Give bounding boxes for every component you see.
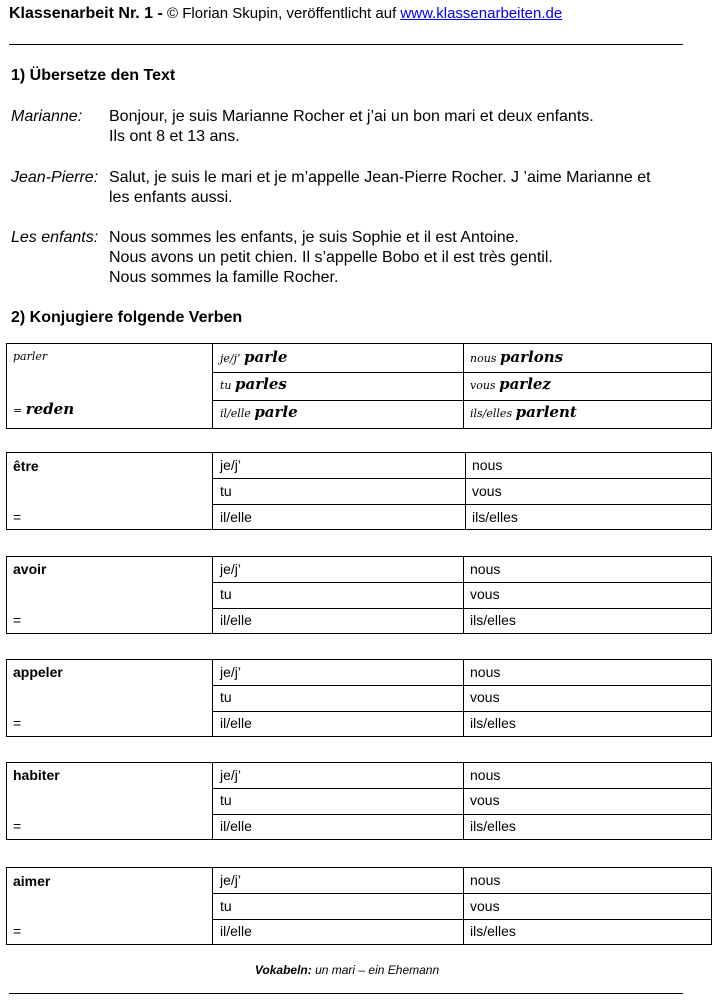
pronoun-vous: vous — [470, 898, 500, 914]
copyright-text: © Florian Skupin, veröffentlicht auf — [167, 5, 397, 22]
exam-title: Klassenarbeit Nr. 1 - — [9, 5, 163, 22]
section1-heading: 1) Übersetze den Text — [11, 67, 176, 84]
row-divider — [212, 372, 711, 373]
verb-meaning-blank: = — [13, 923, 22, 939]
verb-meaning-blank: = — [13, 612, 22, 628]
speaker-jean-pierre: Jean-Pierre: — [11, 169, 99, 186]
dialog-line: Nous sommes la famille Rocher. — [109, 269, 339, 286]
header-rule — [9, 44, 683, 45]
row-divider — [212, 711, 711, 712]
pronoun-ils: ils/elles — [470, 923, 516, 939]
speaker-les-enfants: Les enfants: — [11, 229, 99, 246]
verb-infinitive: parler — [13, 350, 48, 363]
pronoun-je: je/j’ — [220, 767, 242, 783]
pronoun-vous: vous — [472, 483, 502, 499]
pronoun-tu: tu — [220, 898, 232, 914]
dialog-line: Salut, je suis le mari et je m’appelle Jean-Pierre Rocher. J ’aime Marianne et — [109, 169, 651, 186]
vocabulary-text: un mari – ein Ehemann — [315, 963, 440, 977]
verb-meaning-blank: = — [13, 715, 22, 731]
pronoun-il: il/elle — [220, 818, 252, 834]
dialog-line: Nous sommes les enfants, je suis Sophie et il est Antoine. — [109, 229, 519, 246]
pronoun-ils: ils/elles — [472, 509, 518, 525]
website-link[interactable]: www.klassenarbeiten.de — [400, 5, 563, 22]
dialog-line: Bonjour, je suis Marianne Rocher et j’ai un bon mari et deux enfants. — [109, 108, 594, 125]
row-divider — [212, 478, 711, 479]
pronoun-ils: ils/elles — [470, 612, 516, 628]
verb-infinitive: habiter — [13, 767, 60, 783]
row-divider — [212, 893, 711, 894]
row-divider — [212, 608, 711, 609]
footer-rule — [9, 993, 683, 994]
pronoun-vous: vous — [470, 689, 500, 705]
verb-meaning-blank: = — [13, 509, 22, 525]
pronoun-nous: nous — [470, 561, 501, 577]
verb-meaning: = reden — [13, 400, 75, 418]
pronoun-il: il/elle — [220, 612, 252, 628]
section2-heading: 2) Konjugiere folgende Verben — [11, 309, 243, 326]
dialog-line: Ils ont 8 et 13 ans. — [109, 128, 240, 145]
verb-meaning-blank: = — [13, 818, 22, 834]
dialog-line: les enfants aussi. — [109, 189, 233, 206]
je-form: je/j’ parle — [220, 348, 288, 366]
document-header — [9, 5, 562, 23]
dialog-line: Nous avons un petit chien. Il s’appelle Bobo et il est très gentil. — [109, 249, 553, 266]
pronoun-tu: tu — [220, 586, 232, 602]
conjugation-table — [6, 867, 712, 945]
vocabulary-label: Vokabeln: — [254, 963, 312, 977]
pronoun-ils: ils/elles — [470, 715, 516, 731]
row-divider — [212, 504, 711, 505]
pronoun-tu: tu — [220, 689, 232, 705]
speaker-marianne: Marianne: — [11, 108, 83, 125]
pronoun-nous: nous — [470, 767, 501, 783]
verb-infinitive: appeler — [13, 664, 63, 680]
pronoun-il: il/elle — [220, 923, 252, 939]
pronoun-je: je/j’ — [220, 561, 242, 577]
pronoun-nous: nous — [470, 872, 501, 888]
row-divider — [212, 814, 711, 815]
conjugation-table — [6, 659, 712, 737]
il-form: il/elle parle — [220, 403, 298, 421]
row-divider — [212, 582, 711, 583]
pronoun-nous: nous — [472, 457, 503, 473]
vocabulary-note — [0, 963, 694, 977]
row-divider — [212, 400, 711, 401]
pronoun-vous: vous — [470, 792, 500, 808]
ils-form: ils/elles parlent — [470, 403, 577, 421]
pronoun-tu: tu — [220, 483, 232, 499]
verb-infinitive: aimer — [13, 873, 51, 889]
pronoun-tu: tu — [220, 792, 232, 808]
conjugation-table — [6, 452, 712, 530]
pronoun-je: je/j’ — [220, 457, 242, 473]
conjugation-table — [6, 762, 712, 840]
row-divider — [212, 685, 711, 686]
pronoun-ils: ils/elles — [470, 818, 516, 834]
row-divider — [212, 788, 711, 789]
pronoun-il: il/elle — [220, 509, 252, 525]
pronoun-je: je/j’ — [220, 664, 242, 680]
vous-form: vous parlez — [470, 375, 551, 393]
pronoun-il: il/elle — [220, 715, 252, 731]
pronoun-je: je/j’ — [220, 872, 242, 888]
nous-form: nous parlons — [470, 348, 564, 366]
conjugation-table-parler — [6, 343, 712, 429]
pronoun-vous: vous — [470, 586, 500, 602]
pronoun-nous: nous — [470, 664, 501, 680]
row-divider — [212, 919, 711, 920]
verb-infinitive: avoir — [13, 561, 47, 577]
tu-form: tu parles — [220, 375, 287, 393]
verb-infinitive: être — [13, 458, 39, 474]
conjugation-table — [6, 556, 712, 634]
